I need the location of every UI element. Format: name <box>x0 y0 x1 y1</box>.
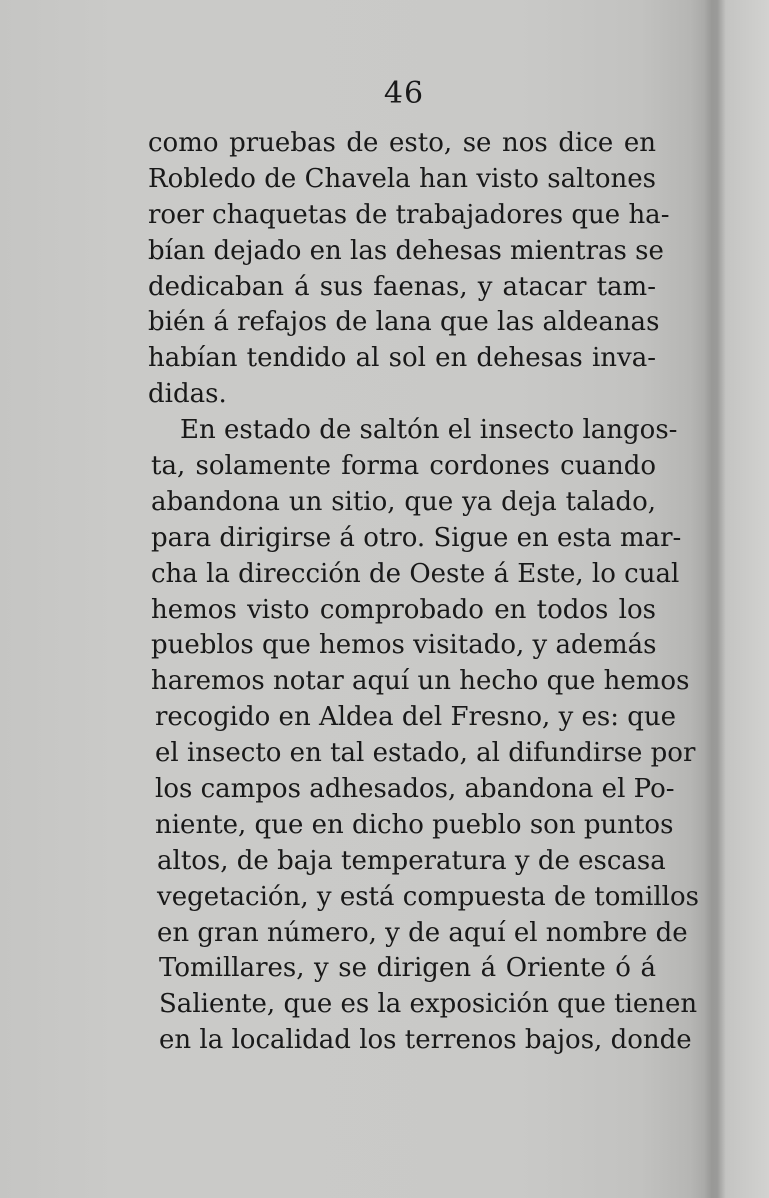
text-line: En estado de saltón el insecto langos- <box>180 415 678 446</box>
text-line: recogido en Aldea del Fresno, y es: que <box>155 702 677 733</box>
text-line: vegetación, y está compuesta de tomillos <box>157 881 699 912</box>
text-line: Saliente, que es la exposición que tienen <box>159 989 698 1020</box>
text-line: como pruebas de esto, se nos dice en <box>148 128 656 158</box>
page-number: 46 <box>383 76 425 111</box>
text-line: Tomillares, y se dirigen á Oriente ó á <box>159 953 656 984</box>
text-line: altos, de baja temperatura y de escasa <box>157 845 666 876</box>
gutter-shadow <box>704 0 726 1198</box>
text-line: los campos adhesados, abandona el Po- <box>155 774 675 805</box>
text-line: pueblos que hemos visitado, y además <box>151 630 657 661</box>
text-line: roer chaquetas de trabajadores que ha- <box>148 199 670 230</box>
text-line: bían dejado en las dehesas mientras se <box>148 235 664 266</box>
text-line: en gran número, y de aquí el nombre de <box>157 917 688 948</box>
text-line: bién á refajos de lana que las aldeanas <box>148 307 660 338</box>
text-line: el insecto en tal estado, al difundirse por <box>155 738 696 769</box>
text-line: niente, que en dicho pueblo son puntos <box>155 809 674 840</box>
text-line: para dirigirse á otro. Sigue en esta mar- <box>151 522 682 553</box>
text-line: dedicaban á sus faenas, y atacar tam- <box>148 271 656 302</box>
text-line: habían tendido al sol en dehesas inva- <box>148 343 656 374</box>
text-line: didas. <box>148 379 227 410</box>
text-line: ta, solamente forma cordones cuando <box>151 451 656 482</box>
text-line: abandona un sitio, que ya deja talado, <box>151 486 656 517</box>
text-line: cha la dirección de Oeste á Este, lo cual <box>151 558 680 589</box>
text-line: en la localidad los terrenos bajos, donde <box>159 1025 692 1056</box>
text-line: haremos notar aquí un hecho que hemos <box>151 666 690 697</box>
text-line: Robledo de Chavela han visto saltones <box>148 163 656 194</box>
text-line: hemos visto comprobado en todos los <box>151 594 656 625</box>
body-text <box>148 126 699 1059</box>
